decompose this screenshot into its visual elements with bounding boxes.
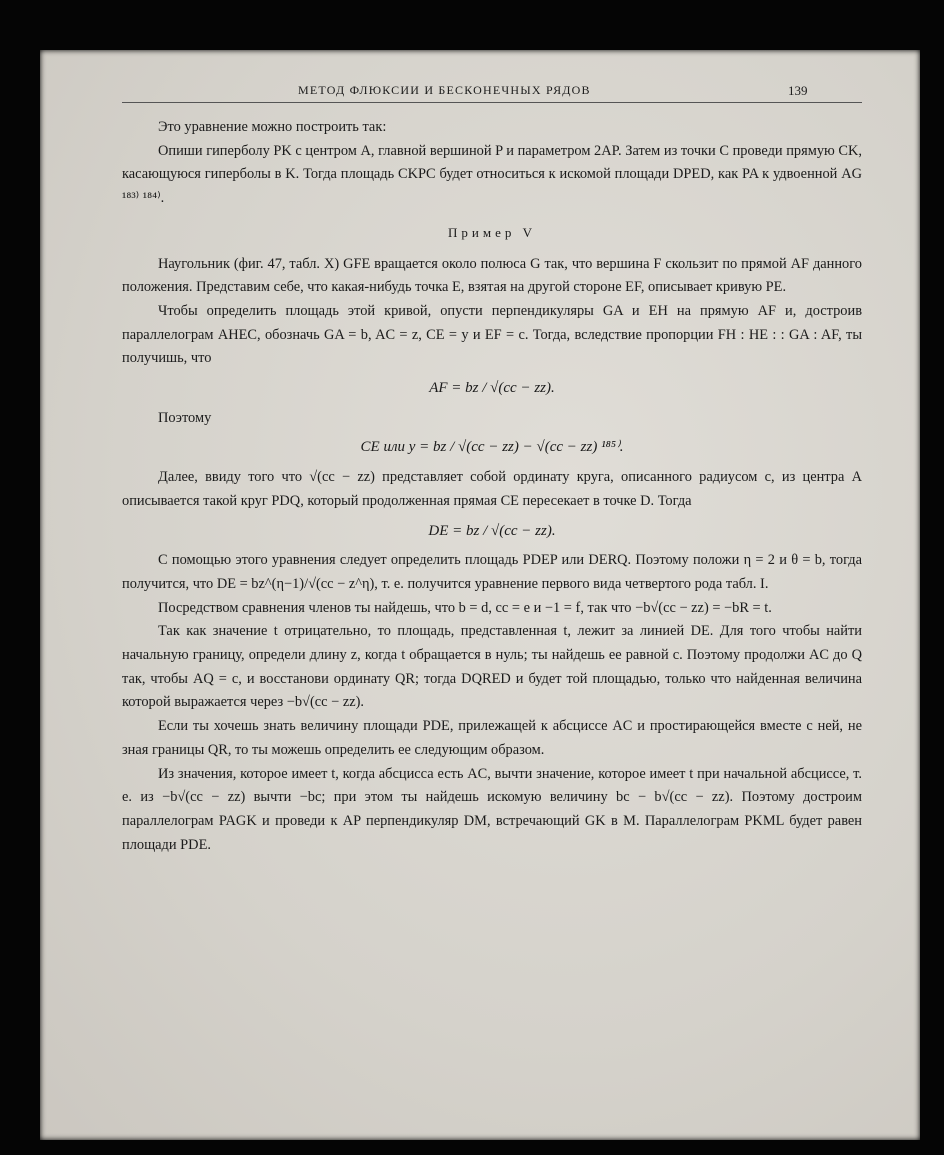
formula-de: DE = bz / √(cc − zz). [428,522,556,539]
example-heading: Пример V [448,224,536,240]
paragraph-6: Далее, ввиду того что √(cc − zz) представляет собой ординату круга, описанного радиусом c, из центра A описывается такой круг PDQ, который продолженная прямая CE пересекает в точке D. Тогда [122,469,862,509]
header-rule [122,102,862,103]
book-page [40,50,920,1140]
page-body [122,116,862,857]
formula-ce: CE или y = bz / √(cc − zz) − √(cc − zz) ¹⁸⁵⁾. [360,439,624,456]
paragraph-3: Наугольник (фиг. 47, табл. X) GFE вращается около полюса G так, что вершина F скользит по прямой AF данного положения. Представим себе, что какая-нибудь точка E, взятая на другой стороне EF, описывает кривую PE. [122,255,862,296]
paragraph-7: С помощью этого уравнения следует определить площадь PDEP или DERQ. Поэтому положи η = 2 и θ = b, тогда получится, что DE = bz^(η−1)/√(cc − z^η), т. е. получится уравнение первого вида четвертого рода табл. I. [122,552,862,592]
formula-af: AF = bz / √(cc − zz). [429,380,555,397]
paragraph-10: Если ты хочешь знать величину площади PDE, прилежащей к абсциссе AC и простирающейся вместе с ней, не зная границы QR, то ты можешь определить ее следующим образом. [122,718,862,758]
paragraph-1: Это уравнение можно построить так: [158,119,387,135]
paragraph-11: Из значения, которое имеет t, когда абсцисса есть AC, вычти значение, которое имеет t при начальной абсциссе, т. е. из −b√(cc − zz) вычти −bc; при этом ты найдешь искомую величину bc − b√(cc − zz). Поэтому достроим параллелограм PAGK и проведи к AP перпендикуляр DM, встречающий GK в M. Параллелограм PKML будет равен площади PDE. [122,765,862,853]
paragraph-2: Опиши гиперболу PK с центром A, главной вершиной P и параметром 2AP. Затем из точки C проведи прямую CK, касающуюся гиперболы в K. Тогда площадь CKPC будет относиться к искомой площади DPED, как PA к удвоенной AG ¹⁸³⁾ ¹⁸⁴⁾. [122,142,862,207]
paragraph-4: Чтобы определить площадь этой кривой, опусти перпендикуляры GA и EH на прямую AF и, достроив параллелограм AHEC, обозначь GA = b, AC = z, CE = y и EF = c. Тогда, вследствие пропорции FH : HE : : GA : AF, ты получишь, что [122,302,862,367]
running-title: МЕТОД ФЛЮКСИИ И БЕСКОНЕЧНЫХ РЯДОВ [298,83,591,97]
paragraph-9: Так как значение t отрицательно, то площадь, представленная t, лежит за линией DE. Для того чтобы найти начальную границу, определи длину z, когда t обращается в нуль; ты найдешь ее равной c. Поэтому продолжи AC до Q так, чтобы AQ = c, и восстанови ординату QR; тогда DQRED и будет той площадью, только что найденная величина которой выражается через −b√(cc − zz). [122,623,862,711]
page-number: 139 [788,83,808,98]
paragraph-5: Поэтому [158,409,212,426]
paragraph-8: Посредством сравнения членов ты найдешь, что b = d, cc = e и −1 = f, так что −b√(cc − zz) = −bR = t. [158,599,772,616]
